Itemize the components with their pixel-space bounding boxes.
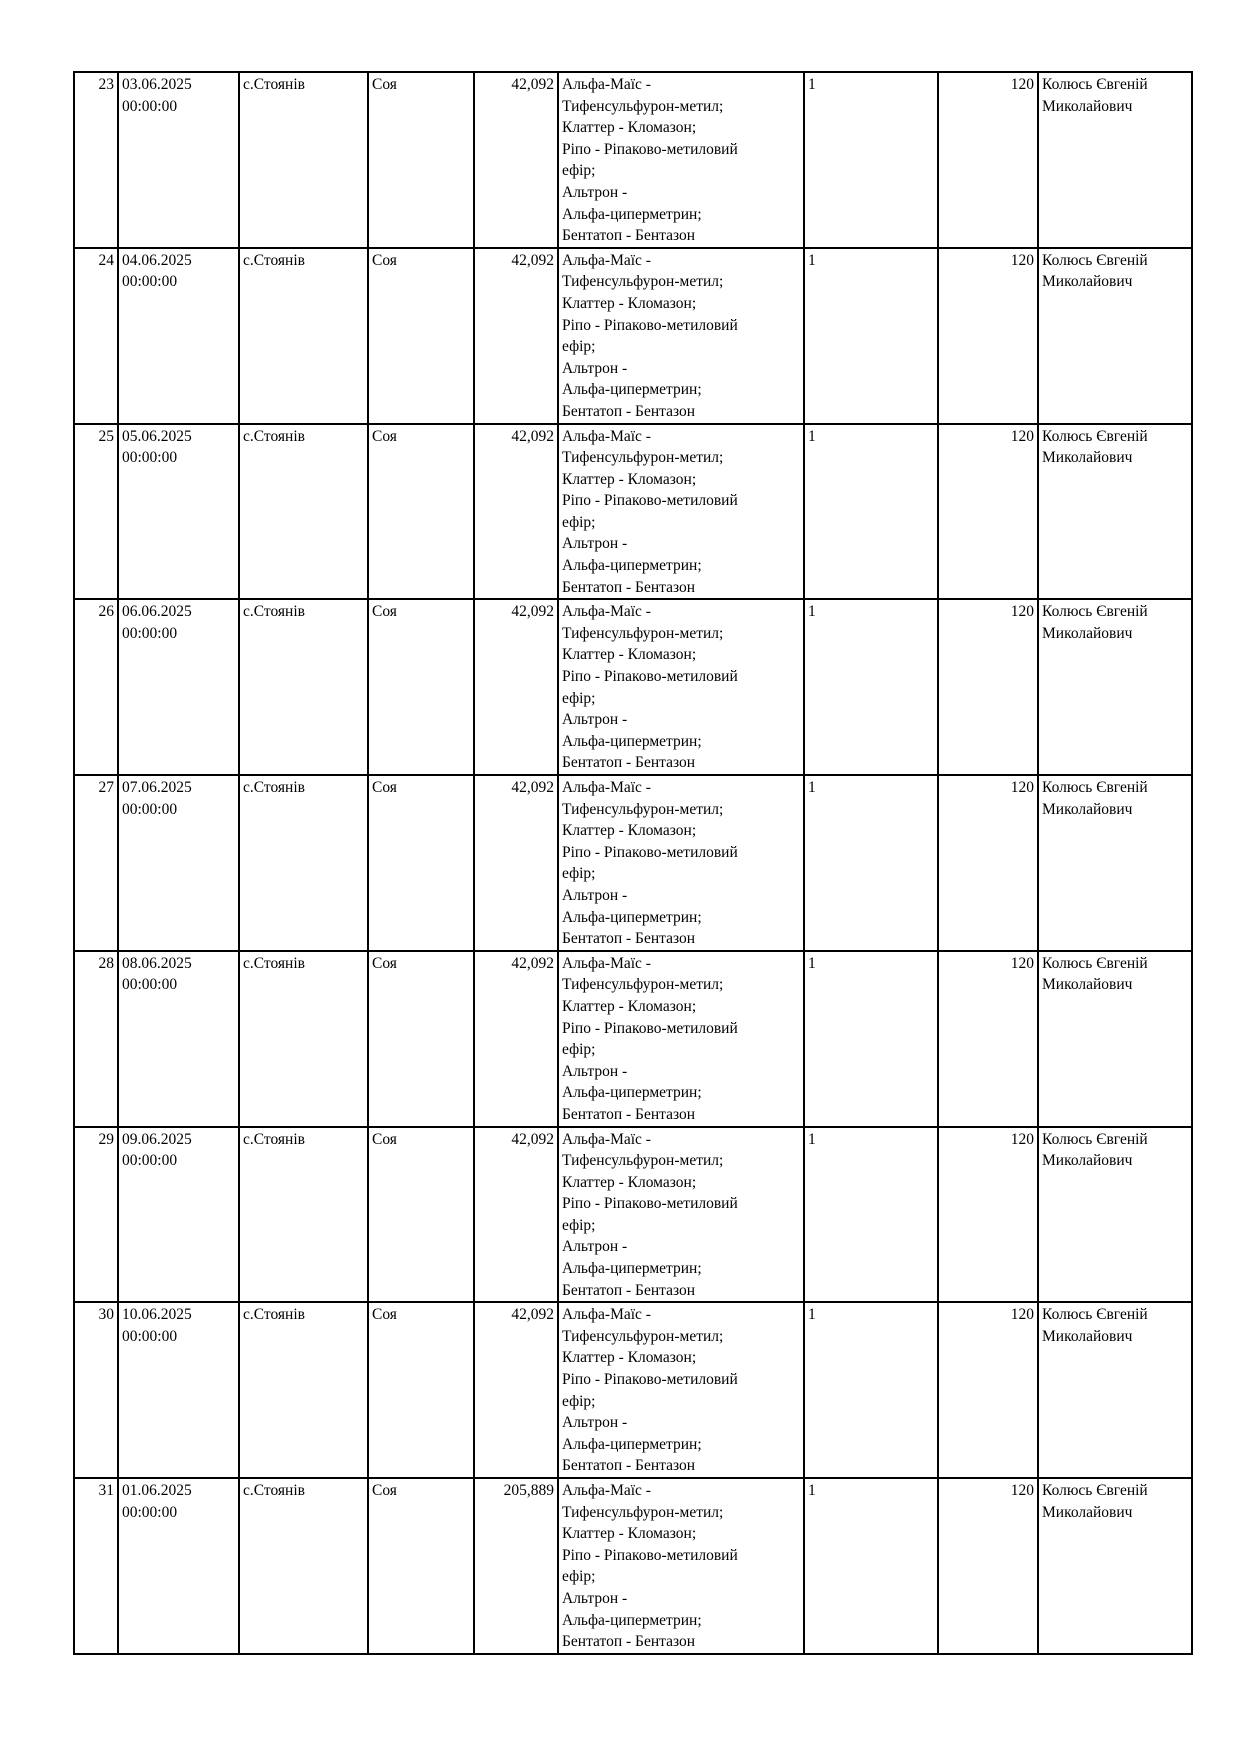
date: 05.06.2025 [122, 427, 192, 445]
time: 00:00:00 [122, 976, 178, 994]
responsible-person-cell [1038, 951, 1192, 1127]
crop: Соя [372, 76, 397, 93]
place-cell [239, 775, 368, 951]
preparation-line: Тифенсульфурон-метил; [562, 449, 724, 467]
area-cell [474, 1478, 558, 1654]
preparation-line: Тифенсульфурон-метил; [562, 1327, 724, 1345]
row-number: 26 [98, 603, 114, 621]
area-cell [474, 599, 558, 775]
row-number: 24 [98, 251, 114, 269]
date: 01.06.2025 [122, 1482, 192, 1499]
preparation-line: Тифенсульфурон-метил; [562, 97, 724, 115]
date: 06.06.2025 [122, 603, 192, 621]
area-cell [474, 72, 558, 248]
preparations-cell [558, 599, 804, 775]
crop-cell [368, 1127, 474, 1303]
preparations-cell [558, 775, 804, 951]
place: с.Стоянів [243, 779, 305, 796]
preparations-cell [558, 248, 804, 424]
table-row [74, 775, 1192, 951]
preparation-line: Бентатоп - Бентазон [562, 1105, 696, 1123]
crop-cell [368, 424, 474, 600]
preparation-line: Альфа-Маїс - [562, 76, 651, 93]
table-row [74, 1302, 1192, 1478]
preparation-line: Альтрон - [562, 535, 628, 553]
date-cell [118, 1302, 239, 1478]
preparation-line: Ріпо - Ріпаково-метиловий [562, 668, 738, 686]
quantity-cell [804, 72, 938, 248]
preparation-line: Альфа-Маїс - [562, 779, 651, 796]
row-number: 27 [98, 779, 114, 796]
preparation-line: Альтрон - [562, 1414, 628, 1432]
date-cell [118, 951, 239, 1127]
quantity: 1 [808, 76, 816, 93]
preparations-cell [558, 1478, 804, 1654]
preparation-line: Альфа-циперметрин; [562, 1260, 702, 1278]
preparation-line: Ріпо - Ріпаково-метиловий [562, 1195, 738, 1213]
preparation-line: Ріпо - Ріпаково-метиловий [562, 140, 738, 158]
preparation-line: Альфа-циперметрин; [562, 557, 702, 575]
person-name-line: Миколайович [1042, 273, 1133, 291]
preparations-cell [558, 1302, 804, 1478]
place-cell [239, 599, 368, 775]
rate-value: 120 [1010, 1130, 1034, 1148]
row-number-cell [74, 248, 118, 424]
crop: Соя [372, 954, 397, 972]
preparation-line: Альтрон - [562, 711, 628, 729]
preparation-line: Бентатоп - Бентазон [562, 1633, 696, 1651]
preparation-line: Бентатоп - Бентазон [562, 578, 696, 596]
crop: Соя [372, 603, 397, 621]
crop: Соя [372, 427, 397, 445]
quantity-cell [804, 1302, 938, 1478]
rate-value: 120 [1010, 76, 1034, 93]
rate-cell [938, 599, 1038, 775]
date-cell [118, 1478, 239, 1654]
person-name-line: Миколайович [1042, 1327, 1133, 1345]
area-value: 42,092 [511, 427, 554, 445]
place-cell [239, 248, 368, 424]
area-cell [474, 951, 558, 1127]
preparation-line: Бентатоп - Бентазон [562, 402, 696, 420]
time: 00:00:00 [122, 1327, 178, 1345]
responsible-person-cell [1038, 599, 1192, 775]
quantity-cell [804, 775, 938, 951]
row-number-cell [74, 1302, 118, 1478]
preparation-line: Тифенсульфурон-метил; [562, 273, 724, 291]
place-cell [239, 72, 368, 248]
preparation-line: Альфа-циперметрин; [562, 1611, 702, 1629]
preparation-line: Ріпо - Ріпаково-метиловий [562, 492, 738, 510]
area-value: 42,092 [511, 779, 554, 796]
person-name-line: Колюсь Євгеній [1042, 76, 1148, 93]
preparation-line: Бентатоп - Бентазон [562, 227, 696, 245]
responsible-person-cell [1038, 1302, 1192, 1478]
date: 10.06.2025 [122, 1306, 192, 1324]
rate-value: 120 [1010, 1482, 1034, 1499]
place: с.Стоянів [243, 1482, 305, 1499]
place-cell [239, 951, 368, 1127]
quantity-cell [804, 248, 938, 424]
row-number-cell [74, 775, 118, 951]
preparation-line: Клаттер - Кломазон; [562, 1349, 697, 1367]
preparations-cell [558, 951, 804, 1127]
area-value: 42,092 [511, 76, 554, 93]
quantity-cell [804, 1127, 938, 1303]
preparation-line: ефір; [562, 513, 596, 531]
place: с.Стоянів [243, 251, 305, 269]
preparation-line: ефір; [562, 162, 596, 180]
quantity: 1 [808, 954, 816, 972]
area-value: 42,092 [511, 1306, 554, 1324]
date-cell [118, 72, 239, 248]
quantity: 1 [808, 779, 816, 796]
person-name-line: Миколайович [1042, 97, 1133, 115]
preparation-line: Альфа-Маїс - [562, 251, 651, 269]
responsible-person-cell [1038, 1478, 1192, 1654]
preparation-line: ефір; [562, 338, 596, 356]
person-name-line: Колюсь Євгеній [1042, 251, 1148, 269]
preparation-line: Тифенсульфурон-метил; [562, 976, 724, 994]
date-cell [118, 424, 239, 600]
preparation-line: ефір; [562, 1041, 596, 1059]
place-cell [239, 1302, 368, 1478]
preparation-line: Альфа-Маїс - [562, 1482, 651, 1499]
preparation-line: Тифенсульфурон-метил; [562, 1152, 724, 1170]
person-name-line: Миколайович [1042, 449, 1133, 467]
quantity: 1 [808, 251, 816, 269]
preparation-line: Альфа-Маїс - [562, 427, 651, 445]
person-name-line: Колюсь Євгеній [1042, 1130, 1148, 1148]
preparation-line: Клаттер - Кломазон; [562, 294, 697, 312]
preparation-line: Тифенсульфурон-метил; [562, 624, 724, 642]
responsible-person-cell [1038, 1127, 1192, 1303]
rate-cell [938, 1127, 1038, 1303]
preparation-line: Клаттер - Кломазон; [562, 1173, 697, 1191]
preparation-line: Альтрон - [562, 1589, 628, 1607]
preparation-line: Ріпо - Ріпаково-метиловий [562, 316, 738, 334]
place: с.Стоянів [243, 603, 305, 621]
crop: Соя [372, 251, 397, 269]
quantity-cell [804, 599, 938, 775]
preparation-line: Альтрон - [562, 359, 628, 377]
person-name-line: Миколайович [1042, 624, 1133, 642]
area-value: 42,092 [511, 251, 554, 269]
preparation-line: Альтрон - [562, 1238, 628, 1256]
quantity: 1 [808, 427, 816, 445]
date-cell [118, 1127, 239, 1303]
preparation-line: Альфа-циперметрин; [562, 732, 702, 750]
preparation-line: Ріпо - Ріпаково-метиловий [562, 1546, 738, 1564]
row-number: 31 [98, 1482, 114, 1499]
person-name-line: Колюсь Євгеній [1042, 779, 1148, 796]
preparation-line: Клаттер - Кломазон; [562, 646, 697, 664]
crop: Соя [372, 1130, 397, 1148]
area-cell [474, 775, 558, 951]
place-cell [239, 1127, 368, 1303]
preparations-cell [558, 424, 804, 600]
place: с.Стоянів [243, 954, 305, 972]
preparation-line: Клаттер - Кломазон; [562, 470, 697, 488]
person-name-line: Колюсь Євгеній [1042, 954, 1148, 972]
preparation-line: Альфа-циперметрин; [562, 908, 702, 926]
time: 00:00:00 [122, 273, 178, 291]
preparation-line: Бентатоп - Бентазон [562, 1457, 696, 1475]
preparation-line: Клаттер - Кломазон; [562, 997, 697, 1015]
time: 00:00:00 [122, 1152, 178, 1170]
crop-cell [368, 775, 474, 951]
crop-cell [368, 951, 474, 1127]
rate-cell [938, 1478, 1038, 1654]
row-number-cell [74, 72, 118, 248]
rate-value: 120 [1010, 779, 1034, 796]
date: 09.06.2025 [122, 1130, 192, 1148]
preparation-line: Ріпо - Ріпаково-метиловий [562, 1019, 738, 1037]
preparation-line: Альфа-Маїс - [562, 1130, 651, 1148]
row-number: 23 [98, 76, 114, 93]
preparation-line: Ріпо - Ріпаково-метиловий [562, 1371, 738, 1389]
date-cell [118, 599, 239, 775]
records-table [73, 71, 1193, 1655]
quantity: 1 [808, 1306, 816, 1324]
preparation-line: ефір; [562, 1568, 596, 1586]
area-value: 42,092 [511, 1130, 554, 1148]
preparation-line: Клаттер - Кломазон; [562, 119, 697, 137]
person-name-line: Колюсь Євгеній [1042, 1482, 1148, 1499]
place: с.Стоянів [243, 1130, 305, 1148]
person-name-line: Миколайович [1042, 800, 1133, 818]
area-cell [474, 424, 558, 600]
place: с.Стоянів [243, 76, 305, 93]
quantity: 1 [808, 1130, 816, 1148]
person-name-line: Колюсь Євгеній [1042, 603, 1148, 621]
preparation-line: Альфа-Маїс - [562, 954, 651, 972]
quantity-cell [804, 1478, 938, 1654]
crop-cell [368, 599, 474, 775]
crop: Соя [372, 1482, 397, 1499]
person-name-line: Миколайович [1042, 1503, 1133, 1521]
preparations-cell [558, 1127, 804, 1303]
crop: Соя [372, 779, 397, 796]
responsible-person-cell [1038, 72, 1192, 248]
rate-value: 120 [1010, 1306, 1034, 1324]
preparation-line: Клаттер - Кломазон; [562, 1525, 697, 1543]
rate-cell [938, 248, 1038, 424]
preparations-cell [558, 72, 804, 248]
area-value: 205,889 [503, 1482, 554, 1499]
date: 07.06.2025 [122, 779, 192, 796]
responsible-person-cell [1038, 424, 1192, 600]
preparation-line: Бентатоп - Бентазон [562, 930, 696, 948]
quantity: 1 [808, 1482, 816, 1499]
date-cell [118, 248, 239, 424]
rate-value: 120 [1010, 954, 1034, 972]
row-number-cell [74, 599, 118, 775]
table-row [74, 951, 1192, 1127]
preparation-line: ефір; [562, 1392, 596, 1410]
preparation-line: Альфа-Маїс - [562, 1306, 651, 1324]
rate-cell [938, 1302, 1038, 1478]
row-number: 29 [98, 1130, 114, 1148]
row-number: 25 [98, 427, 114, 445]
time: 00:00:00 [122, 97, 178, 115]
table-row [74, 1127, 1192, 1303]
preparation-line: Бентатоп - Бентазон [562, 1281, 696, 1299]
quantity-cell [804, 951, 938, 1127]
responsible-person-cell [1038, 775, 1192, 951]
preparation-line: Альтрон - [562, 183, 628, 201]
area-value: 42,092 [511, 603, 554, 621]
person-name-line: Колюсь Євгеній [1042, 1306, 1148, 1324]
date: 03.06.2025 [122, 76, 192, 93]
preparation-line: Ріпо - Ріпаково-метиловий [562, 843, 738, 861]
crop-cell [368, 72, 474, 248]
rate-cell [938, 951, 1038, 1127]
preparation-line: Тифенсульфурон-метил; [562, 800, 724, 818]
person-name-line: Миколайович [1042, 976, 1133, 994]
preparation-line: Клаттер - Кломазон; [562, 822, 697, 840]
row-number-cell [74, 424, 118, 600]
rate-cell [938, 775, 1038, 951]
preparation-line: Альтрон - [562, 886, 628, 904]
row-number: 28 [98, 954, 114, 972]
preparation-line: Бентатоп - Бентазон [562, 754, 696, 772]
responsible-person-cell [1038, 248, 1192, 424]
time: 00:00:00 [122, 1503, 178, 1521]
rate-value: 120 [1010, 251, 1034, 269]
preparation-line: Альфа-циперметрин; [562, 205, 702, 223]
table-row [74, 424, 1192, 600]
time: 00:00:00 [122, 449, 178, 467]
preparation-line: ефір; [562, 1216, 596, 1234]
rate-value: 120 [1010, 427, 1034, 445]
preparation-line: Тифенсульфурон-метил; [562, 1503, 724, 1521]
rate-cell [938, 72, 1038, 248]
area-value: 42,092 [511, 954, 554, 972]
table-row [74, 248, 1192, 424]
crop-cell [368, 1302, 474, 1478]
time: 00:00:00 [122, 800, 178, 818]
quantity-cell [804, 424, 938, 600]
place: с.Стоянів [243, 427, 305, 445]
place-cell [239, 1478, 368, 1654]
row-number: 30 [98, 1306, 114, 1324]
area-cell [474, 1302, 558, 1478]
preparation-line: Альфа-Маїс - [562, 603, 651, 621]
area-cell [474, 1127, 558, 1303]
table-row [74, 72, 1192, 248]
date: 04.06.2025 [122, 251, 192, 269]
table-row [74, 599, 1192, 775]
preparation-line: Альфа-циперметрин; [562, 1084, 702, 1102]
row-number-cell [74, 1478, 118, 1654]
quantity: 1 [808, 603, 816, 621]
rate-cell [938, 424, 1038, 600]
preparation-line: Альфа-циперметрин; [562, 381, 702, 399]
time: 00:00:00 [122, 624, 178, 642]
person-name-line: Миколайович [1042, 1152, 1133, 1170]
date: 08.06.2025 [122, 954, 192, 972]
date-cell [118, 775, 239, 951]
row-number-cell [74, 1127, 118, 1303]
preparation-line: Альфа-циперметрин; [562, 1435, 702, 1453]
preparation-line: ефір; [562, 865, 596, 883]
person-name-line: Колюсь Євгеній [1042, 427, 1148, 445]
table-row [74, 1478, 1192, 1654]
place: с.Стоянів [243, 1306, 305, 1324]
crop-cell [368, 1478, 474, 1654]
rate-value: 120 [1010, 603, 1034, 621]
place-cell [239, 424, 368, 600]
crop-cell [368, 248, 474, 424]
preparation-line: ефір; [562, 689, 596, 707]
preparation-line: Альтрон - [562, 1062, 628, 1080]
area-cell [474, 248, 558, 424]
row-number-cell [74, 951, 118, 1127]
crop: Соя [372, 1306, 397, 1324]
